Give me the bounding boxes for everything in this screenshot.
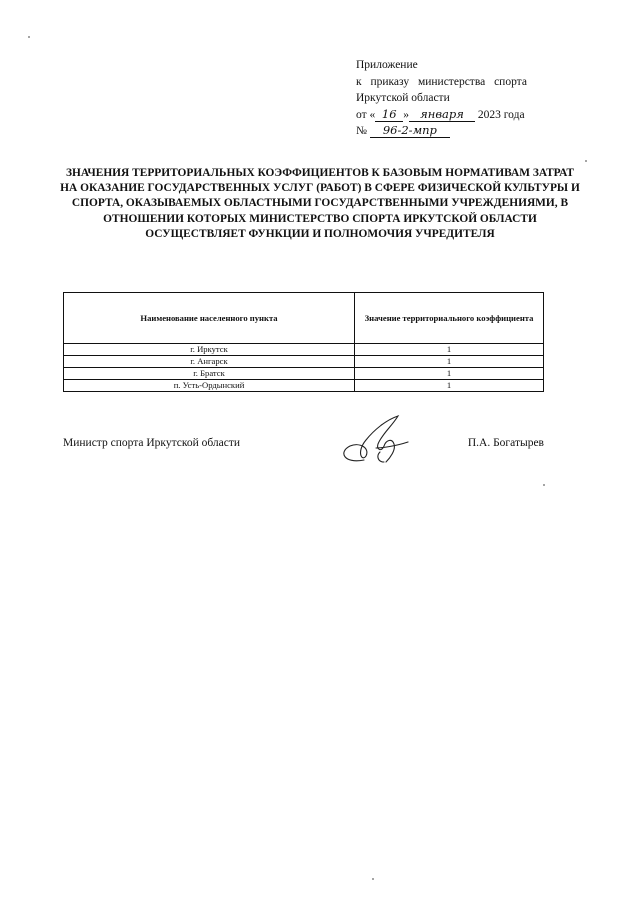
appendix-date bbox=[356, 107, 556, 124]
scan-speck bbox=[28, 36, 30, 38]
signatory-position: Министр спорта Иркутской области bbox=[63, 437, 241, 449]
table-row bbox=[64, 380, 544, 392]
number-prefix: № bbox=[356, 125, 367, 137]
date-suffix: 2023 года bbox=[477, 108, 525, 121]
table-header-row bbox=[64, 293, 544, 344]
date-month: января bbox=[409, 108, 475, 122]
cell-locality: п. Усть-Ордынский bbox=[64, 380, 355, 392]
date-day: 16 bbox=[375, 108, 403, 122]
table-row bbox=[64, 356, 544, 368]
appendix-label: Приложение bbox=[356, 59, 418, 71]
appendix-region: Иркутской области bbox=[356, 92, 450, 104]
appendix-number bbox=[356, 123, 556, 140]
cell-locality: г. Иркутск bbox=[64, 344, 355, 356]
header-locality: Наименование населенного пункта bbox=[64, 293, 355, 344]
appendix-order-ref: к приказу министерства спорта bbox=[356, 75, 527, 88]
header-coefficient: Значение территориального коэффициента bbox=[355, 293, 544, 344]
handwritten-signature-icon bbox=[336, 412, 416, 470]
coefficients-table bbox=[63, 292, 544, 392]
cell-locality: г. Братск bbox=[64, 368, 355, 380]
table-row bbox=[64, 344, 544, 356]
scan-speck bbox=[543, 484, 545, 486]
table-row bbox=[64, 368, 544, 380]
scan-speck bbox=[372, 878, 374, 880]
scan-speck bbox=[585, 160, 587, 162]
cell-coefficient: 1 bbox=[355, 356, 544, 368]
date-mid: » bbox=[403, 108, 409, 121]
date-prefix: от « bbox=[356, 108, 376, 121]
document-title: ЗНАЧЕНИЯ ТЕРРИТОРИАЛЬНЫХ КОЭФФИЦИЕНТОВ К БАЗОВЫМ НОРМАТИВАМ ЗАТРАТ НА ОКАЗАНИЕ ГОСУДАРСТВЕННЫХ УСЛУГ (РАБОТ) В СФЕРЕ ФИЗИЧЕСКОЙ КУЛЬТУРЫ И СПОРТА, ОКАЗЫВАЕМЫХ ОБЛАСТНЫМИ ГОСУДАРСТВЕННЫМИ УЧРЕЖДЕНИЯМИ, В ОТНОШЕНИИ КОТОРЫХ МИНИСТЕРСТВО СПОРТА ИРКУТСКОЙ ОБЛАСТИ ОСУЩЕСТВЛЯЕТ ФУНКЦИИ И ПОЛНОМОЧИЯ УЧРЕДИТЕЛЯ bbox=[60, 167, 580, 240]
cell-coefficient: 1 bbox=[355, 380, 544, 392]
signatory-name: П.А. Богатырев bbox=[467, 437, 544, 449]
cell-coefficient: 1 bbox=[355, 368, 544, 380]
appendix-header bbox=[356, 57, 556, 140]
cell-coefficient: 1 bbox=[355, 344, 544, 356]
number-value: 96-2-мпр bbox=[370, 124, 450, 138]
cell-locality: г. Ангарск bbox=[64, 356, 355, 368]
